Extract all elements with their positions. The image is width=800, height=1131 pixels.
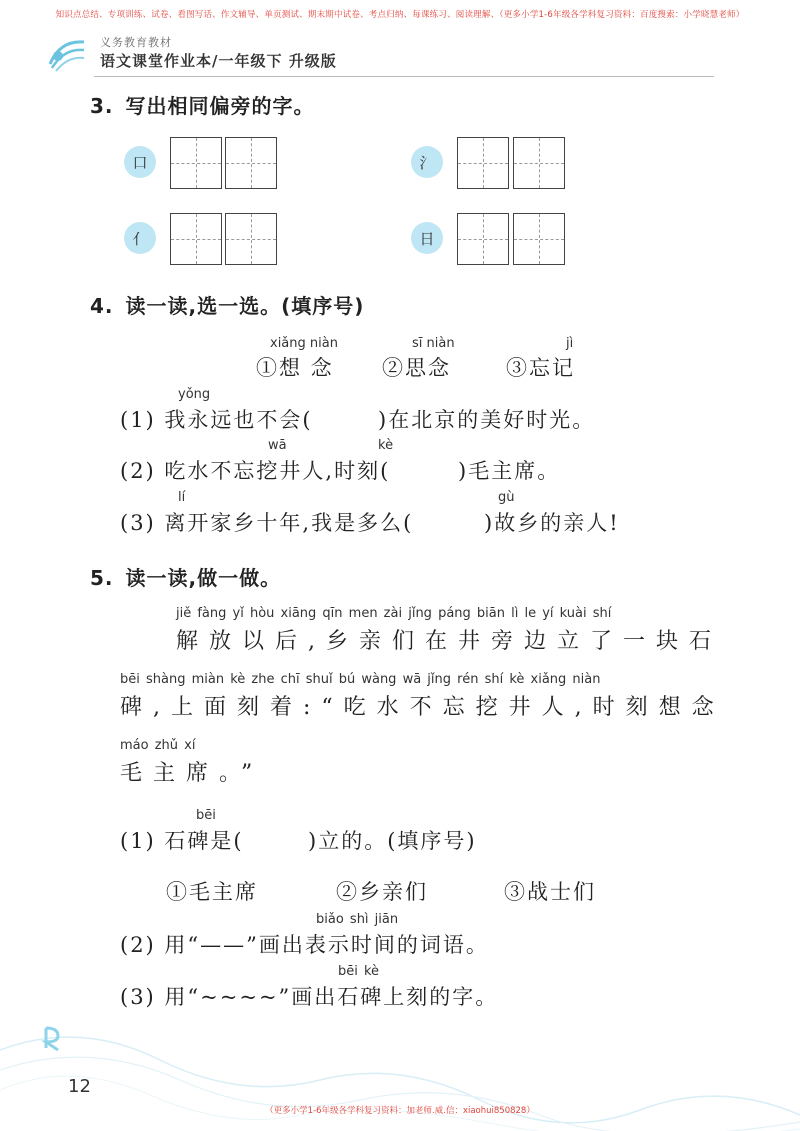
q5-title: 读一读,做一做。 [125,566,282,590]
q4-item1-text-b: )在北京的美好时光。 [378,408,596,432]
radical-ren: 亻 [124,222,156,254]
page-number: 12 [68,1076,91,1097]
item-pinyin: gù [498,490,515,505]
q4-item1-text-a: (1) 我永远也不会( [120,408,313,432]
q5-option-2: ②乡亲们 [336,880,428,904]
q5-item1-text-b: )立的。(填序号) [308,829,477,853]
item-pinyin: yǒng [178,387,211,402]
q5-number: 5. [90,566,114,590]
q5-heading [90,562,281,591]
q4-title: 读一读,选一选。(填序号) [125,294,365,318]
writing-grid[interactable] [170,137,222,189]
q3-title: 写出相同偏旁的字。 [125,94,315,118]
passage-pinyin-line2: bēi shàng miàn kè zhe chī shuǐ bú wàng wā jǐng rén shí kè xiǎng niàn [120,672,601,687]
option-text: ②思念 [382,356,451,380]
q5-item2-text: (2) 用“——”画出表示时间的词语。 [120,933,489,957]
writing-grid[interactable] [513,213,565,265]
passage-pinyin-line1: jiě fàng yǐ hòu xiāng qīn men zài jǐng páng biān lì le yí kuài shí [176,606,612,621]
item-pinyin: kè [378,438,394,453]
radical-shui: 氵 [411,146,443,178]
footer-note: （更多小学1-6年级各学科复习资料：加老师.威.信：xiaohui850828） [265,1106,535,1116]
writing-grid[interactable] [513,137,565,189]
writing-grid[interactable] [225,213,277,265]
q4-item3-text-a: (3) 离开家乡十年,我是多么( [120,511,414,535]
book-title: 语文课堂作业本/一年级下 升级版 [100,52,337,70]
item-pinyin: wā [268,438,287,453]
writing-grid[interactable] [457,137,509,189]
q5-option-1: ①毛主席 [166,880,258,904]
option-pinyin: xiǎng niàn [270,336,338,351]
q5-option-3: ③战士们 [504,880,596,904]
item-pinyin: biǎo shì jiān [316,912,399,927]
q5-item3-text: (3) 用“~~~~”画出石碑上刻的字。 [120,985,499,1009]
passage-text-line3: 毛主席。” [120,761,264,786]
passage-text-line2: 碑,上面刻着:“吃水不忘挖井人,时刻想念 [120,695,725,720]
q4-item2-text-b: )毛主席。 [458,459,561,483]
writing-grid[interactable] [225,137,277,189]
q4-item2-text-a: (2) 吃水不忘挖井人,时刻( [120,459,391,483]
publisher-logo-icon [46,34,88,76]
q4-heading [90,290,364,319]
option-pinyin: sī niàn [412,336,455,351]
q4-item3-text-b: )故乡的亲人! [484,511,620,535]
item-pinyin: bēi kè [338,964,380,979]
radical-ri: 日 [411,222,443,254]
header-divider [94,76,714,77]
q4-number: 4. [90,294,114,318]
option-pinyin: jì [566,336,574,351]
option-text: ①想 念 [256,356,334,380]
item-pinyin: bēi [196,808,216,823]
writing-grid[interactable] [457,213,509,265]
q3-heading [90,90,315,119]
top-banner: 知识点总结、专项训练、试卷、看图写话、作文辅导、单页测试、期末期中试卷、考点归纳、每课练习、阅读理解、（更多小学1-6年级各学科复习资料：百度搜索：小学晓慧老师） [55,10,745,20]
passage-text-line1: 解放以后,乡亲们在井旁边立了一块石 [176,629,722,654]
passage-pinyin-line3: máo zhǔ xí [120,738,196,753]
item-pinyin: lí [178,490,186,505]
option-text: ③忘记 [506,356,575,380]
q5-item1-text-a: (1) 石碑是( [120,829,244,853]
writing-grid[interactable] [170,213,222,265]
book-subtitle: 义务教育教材 [100,36,172,49]
q3-number: 3. [90,94,114,118]
radical-kou: 口 [124,146,156,178]
